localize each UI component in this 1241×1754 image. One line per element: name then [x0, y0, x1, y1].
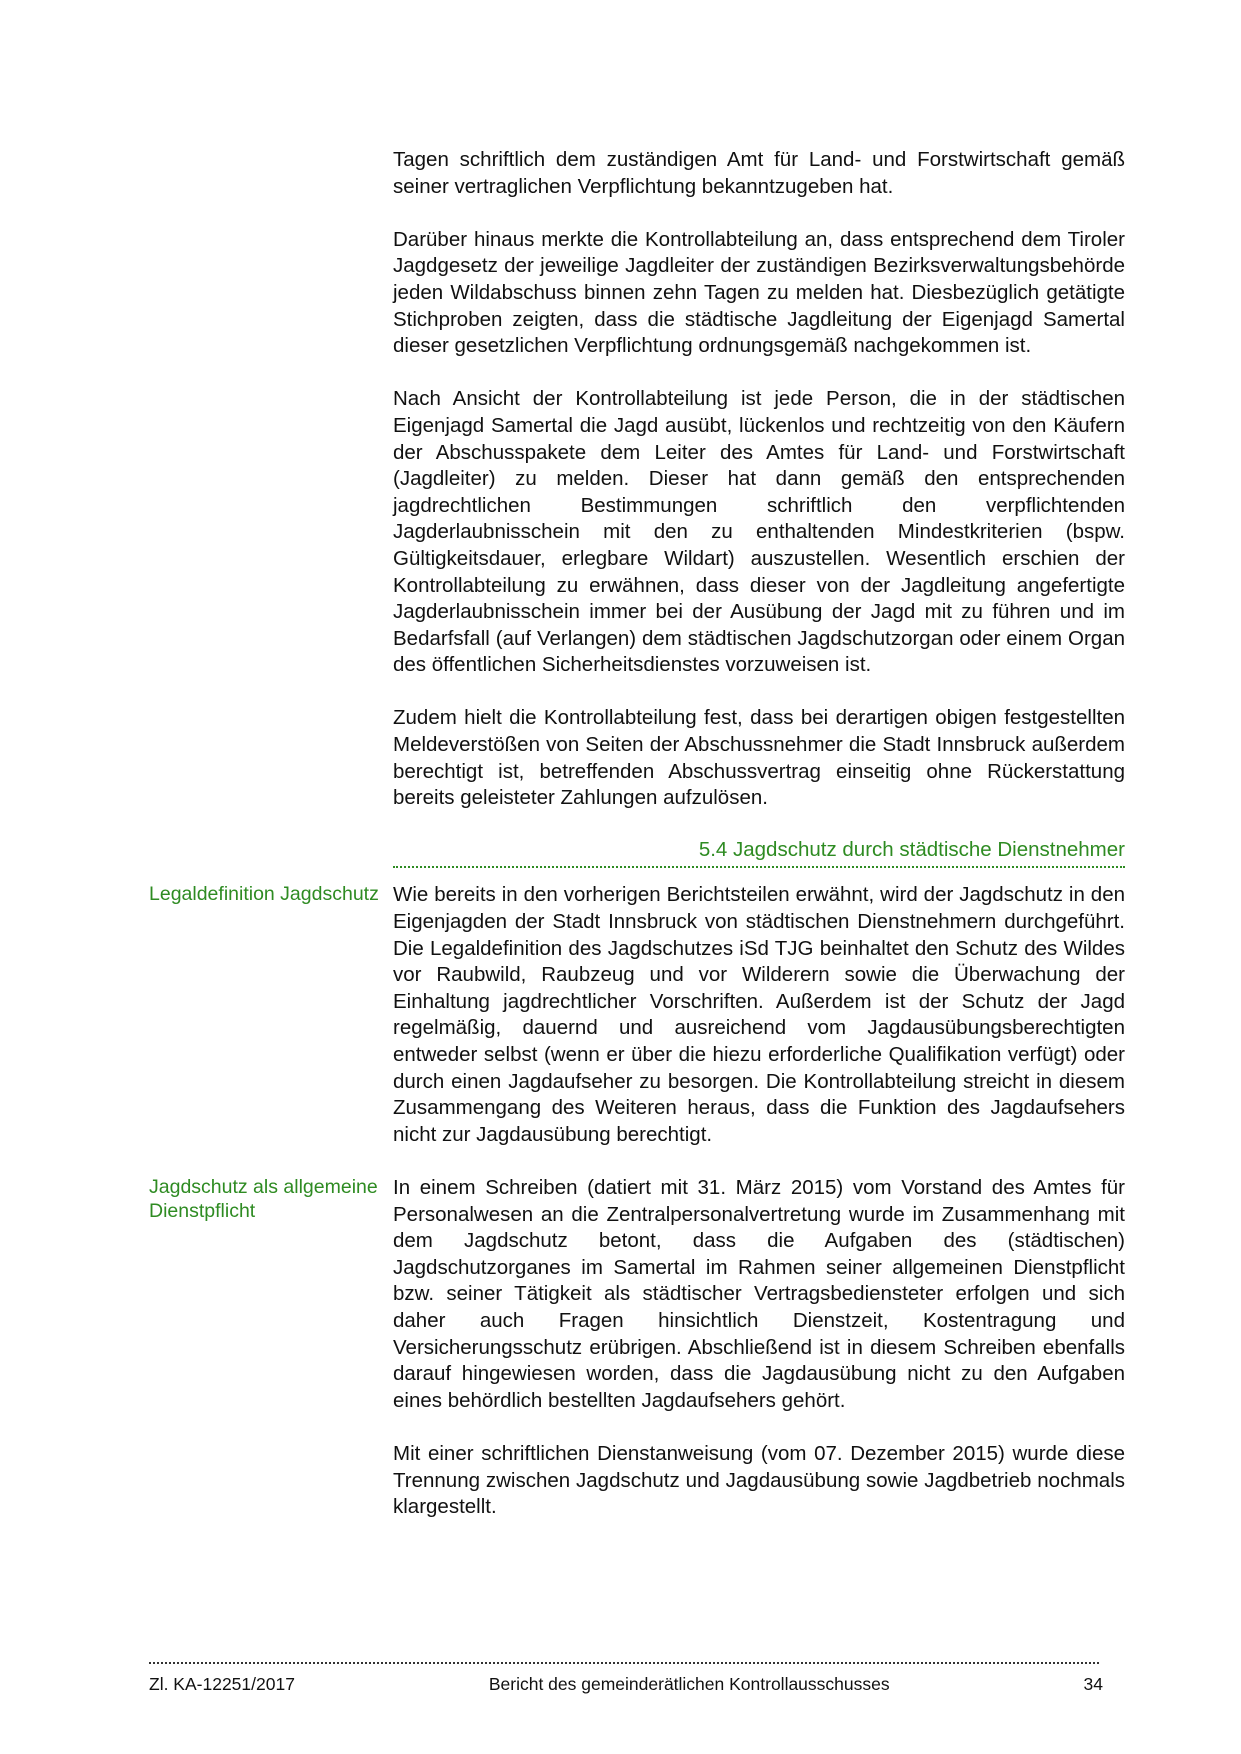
footer-divider [149, 1662, 1099, 1664]
page-number: 34 [1083, 1674, 1103, 1694]
paragraph: Nach Ansicht der Kontrollabteilung ist jede Person, die in der städtischen Eigenjagd Samertal die Jagd ausübt, lückenlos und rechtzeitig von den Käufern der Abschusspakete dem Leiter des Amtes für Land- und Forstwirtschaft (Jagdleiter) zu melden. Dieser hat dann gemäß den entsprechenden jagdrechtlichen Bestimmungen schriftlich den verpflichtenden Jagderlaubnisschein mit den zu enthaltenden Mindestkriterien (bspw. Gültigkeitsdauer, erlegbare Wildart) auszustellen. Wesentlich erschien der Kontrollabteilung zu erwähnen, dass dieser von der Jagdleitung angefertigte Jagderlaubnisschein immer bei der Ausübung der Jagd mit zu führen und im Bedarfsfall (auf Verlangen) dem städtischen Jagdschutzorgan oder einem Organ des öffentlichen Sicherheitsdienstes vorzuweisen ist. [393, 387, 1125, 677]
section-legal [149, 882, 1125, 1148]
section-duty [149, 1175, 1125, 1414]
paragraph: Tagen schriftlich dem zuständigen Amt für Land- und Forstwirtschaft gemäß seiner vertraglichen Verpflichtung bekanntzugeben hat. [393, 148, 1125, 198]
paragraph: Wie bereits in den vorherigen Berichtsteilen erwähnt, wird der Jagdschutz in den Eigenjagden der Stadt Innsbruck von städtischen Dienstnehmern durchgeführt. Die Legaldefinition des Jagdschutzes iSd TJG beinhaltet den Schutz des Wildes vor Raubwild, Raubzeug und vor Wilderern sowie die Überwachung der Einhaltung jagdrechtlicher Vorschriften. Außerdem ist der Schutz der Jagd regelmäßig, dauernd und ausreichend vom Jagdausübungsberechtigten entweder selbst (wenn er über die hiezu erforderliche Qualifikation verfügt) oder durch einen Jagdaufseher zu besorgen. Die Kontrollabteilung streicht in diesem Zusammengang des Weiteren heraus, dass die Funktion des Jagdaufsehers nicht zur Jagdausübung berechtigt. [393, 883, 1125, 1146]
footer [149, 1674, 1103, 1695]
document-reference: Zl. KA-12251/2017 [149, 1674, 295, 1694]
paragraph: In einem Schreiben (datiert mit 31. März 2015) vom Vorstand des Amtes für Personalwesen an die Zentralpersonalvertretung wurde im Zusammenhang mit dem Jagdschutz betont, dass die Aufgaben des (städtischen) Jagdschutzorganes im Samertal im Rahmen seiner allgemeinen Dienstpflicht bzw. seiner Tätigkeit als städtischer Vertragsbediensteter erfolgen und sich daher auch Fragen hinsichtlich Dienstzeit, Kostentragung und Versicherungsschutz erübrigen. Abschließend ist in diesem Schreiben ebenfalls darauf hingewiesen worden, dass die Jagdausübung nicht zu den Aufgaben eines behördlich bestellten Jagdaufsehers gehört. [393, 1175, 1125, 1412]
paragraph: Darüber hinaus merkte die Kontrollabteilung an, dass entsprechend dem Tiroler Jagdgesetz der jeweilige Jagdleiter der zuständigen Bezirksverwaltungsbehörde jeden Wildabschuss binnen zehn Tagen zu melden hat. Diesbezüglich getätigte Stichproben zeigten, dass die städtische Jagdleitung der Eigenjagd Samertal dieser gesetzlichen Verpflichtung ordnungsgemäß nachgekommen ist. [393, 227, 1125, 358]
paragraph: Zudem hielt die Kontrollabteilung fest, dass bei derartigen obigen festgestellten Meldeverstößen von Seiten der Abschussnehmer die Stadt Innsbruck außerdem berechtigt ist, betreffenden Abschussvertrag einseitig ohne Rückerstattung bereits geleisteter Zahlungen aufzulösen. [393, 706, 1125, 810]
section-heading: 5.4 Jagdschutz durch städtische Dienstnehmer [393, 838, 1125, 868]
report-title: Bericht des gemeinderätlichen Kontrollausschusses [488, 1674, 890, 1694]
main-column [149, 147, 1125, 1547]
margin-note: Jagdschutz als allgemeine Dienstpflicht [149, 1175, 378, 1222]
paragraph: Mit einer schriftlichen Dienstanweisung (vom 07. Dezember 2015) wurde diese Trennung zwischen Jagdschutz und Jagdausübung sowie Jagdbetrieb nochmals klargestellt. [393, 1441, 1125, 1519]
margin-note: Legaldefinition Jagdschutz [149, 883, 379, 906]
